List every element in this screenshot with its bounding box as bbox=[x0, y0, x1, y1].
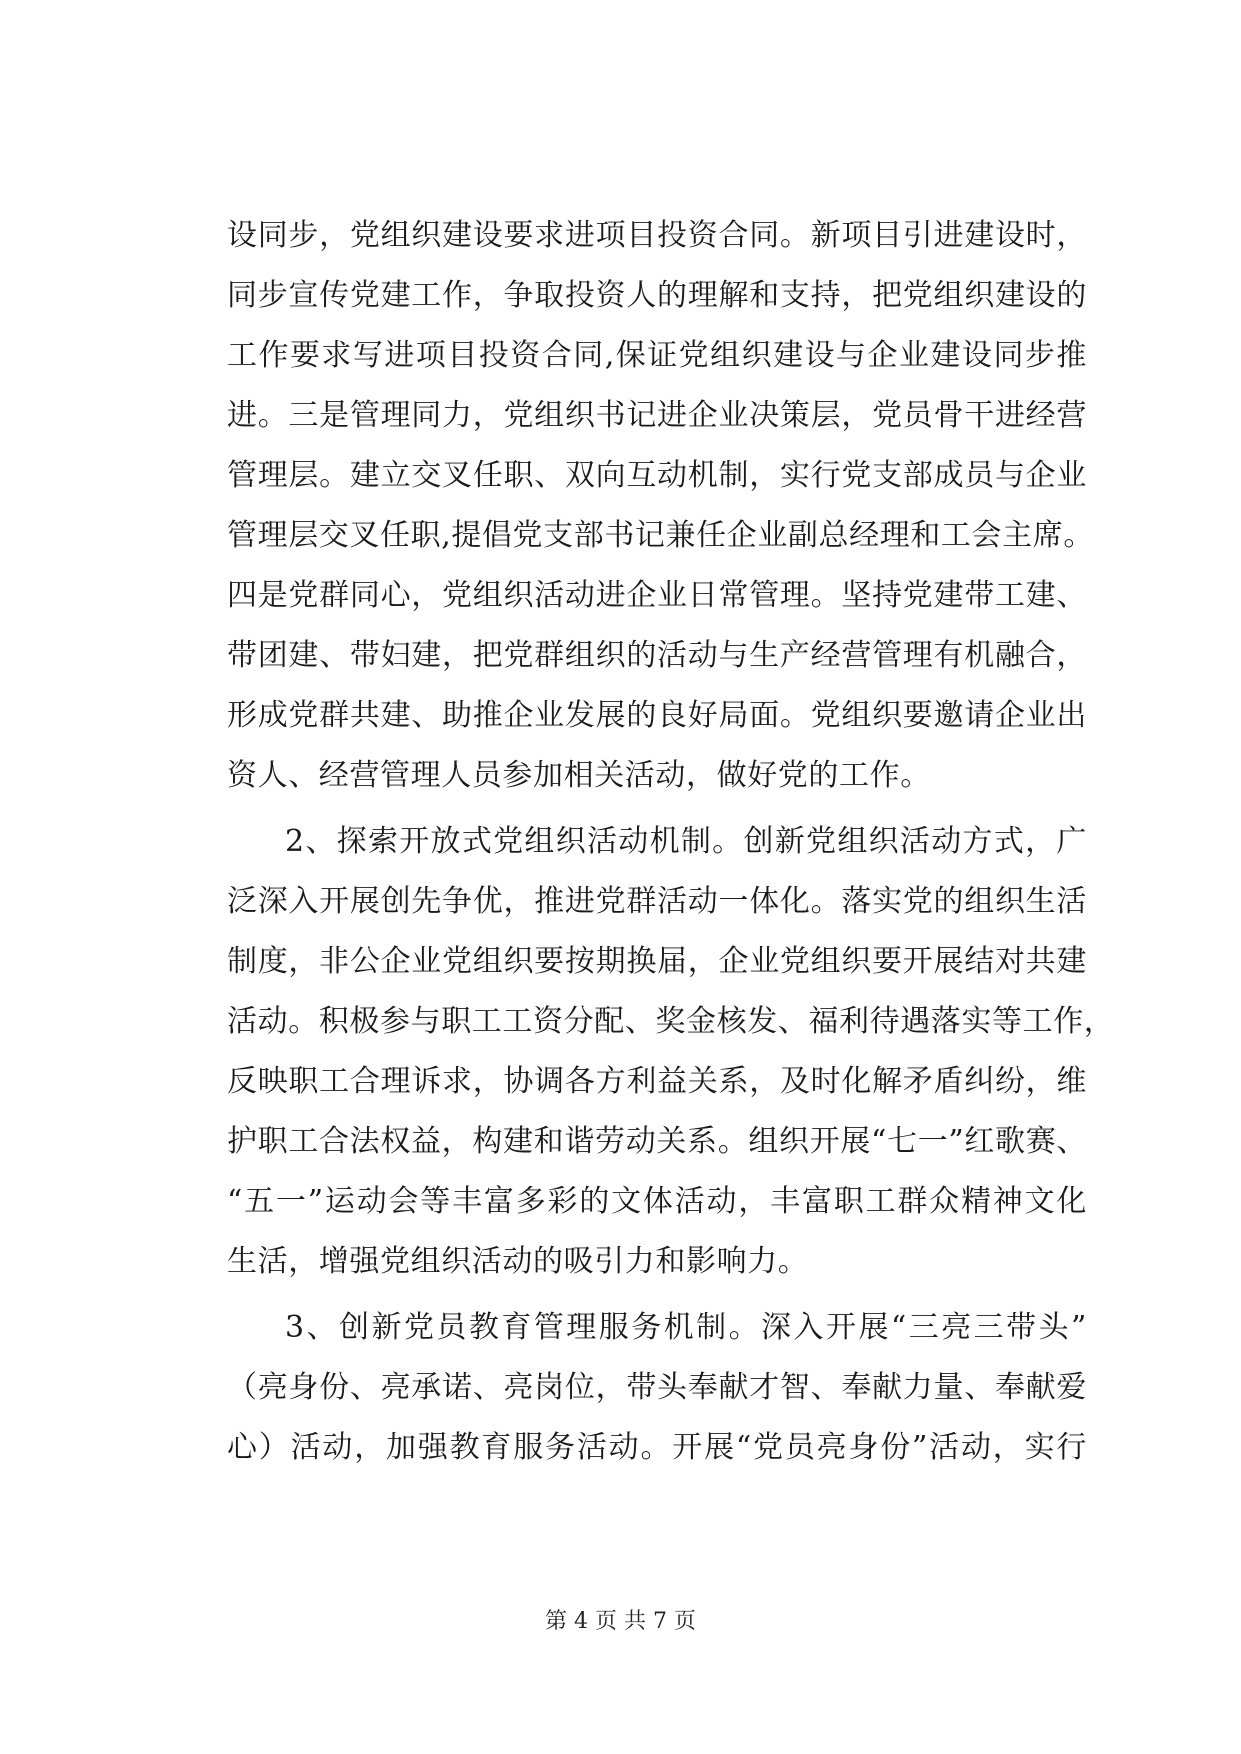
text-line: 生活，增强党组织活动的吸引力和影响力。 bbox=[227, 1244, 809, 1279]
text-line: 工作要求写进项目投资合同,保证党组织建设与企业建设同步推 bbox=[227, 338, 1087, 373]
text-line: 四是党群同心，党组织活动进企业日常管理。坚持党建带工建、 bbox=[227, 578, 1087, 613]
text-line: （亮身份、亮承诺、亮岗位，带头奉献才智、奉献力量、奉献爱 bbox=[227, 1370, 1087, 1405]
text-line: 制度，非公企业党组织要按期换届，企业党组织要开展结对共建 bbox=[227, 944, 1087, 979]
paragraph-2 bbox=[227, 812, 1115, 1292]
text-line: 泛深入开展创先争优，推进党群活动一体化。落实党的组织生活 bbox=[227, 884, 1087, 919]
text-line: 进。三是管理同力，党组织书记进企业决策层，党员骨干进经营 bbox=[227, 398, 1087, 433]
text-line: 管理层交叉任职,提倡党支部书记兼任企业副总经理和工会主席。 bbox=[227, 518, 1094, 553]
text-line: 设同步，党组织建设要求进项目投资合同。新项目引进建设时， bbox=[227, 218, 1087, 253]
text-line: 形成党群共建、助推企业发展的良好局面。党组织要邀请企业出 bbox=[227, 698, 1087, 733]
text-line: 反映职工合理诉求，协调各方利益关系，及时化解矛盾纠纷，维 bbox=[227, 1064, 1087, 1099]
text-line: 资人、经营管理人员参加相关活动，做好党的工作。 bbox=[227, 758, 931, 793]
text-line: “五一”运动会等丰富多彩的文体活动，丰富职工群众精神文化 bbox=[227, 1184, 1087, 1219]
text-line: 管理层。建立交叉任职、双向互动机制，实行党支部成员与企业 bbox=[227, 458, 1087, 493]
text-line: 3、创新党员教育管理服务机制。深入开展“三亮三带头” bbox=[285, 1310, 1087, 1345]
paragraph-3 bbox=[227, 1298, 1087, 1478]
paragraph-1 bbox=[227, 206, 1094, 806]
page-number-footer: 第 4 页 共 7 页 bbox=[545, 1609, 696, 1634]
text-line: 带团建、带妇建，把党群组织的活动与生产经营管理有机融合， bbox=[227, 638, 1087, 673]
text-line: 2、探索开放式党组织活动机制。创新党组织活动方式，广 bbox=[285, 824, 1087, 859]
text-line: 心）活动，加强教育服务活动。开展“党员亮身份”活动，实行 bbox=[227, 1430, 1087, 1465]
text-line: 活动。积极参与职工工资分配、奖金核发、福利待遇落实等工作， bbox=[227, 1004, 1115, 1039]
text-line: 同步宣传党建工作，争取投资人的理解和支持，把党组织建设的 bbox=[227, 278, 1087, 313]
document-body bbox=[227, 206, 1115, 1478]
text-line: 护职工合法权益，构建和谐劳动关系。组织开展“七一”红歌赛、 bbox=[227, 1124, 1087, 1159]
